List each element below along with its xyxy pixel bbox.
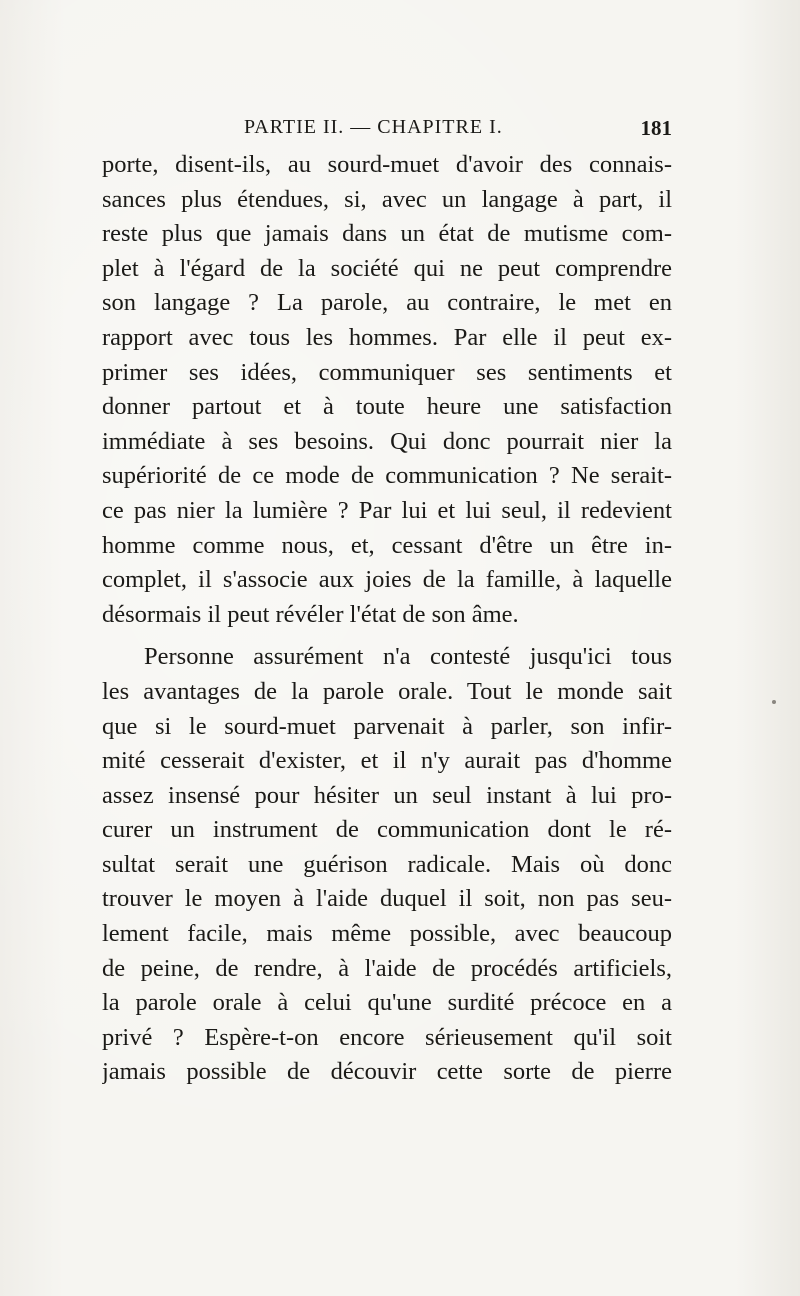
text-line: immédiate à ses besoins. Qui donc pourrait nier la	[102, 427, 672, 455]
text-line: porte, disent-ils, au sourd-muet d'avoir des connais-	[102, 151, 672, 178]
paper-speck	[772, 700, 776, 704]
paragraph-2	[102, 640, 672, 1090]
text-line: complet, il s'associe aux joies de la famille, à laquelle	[102, 566, 672, 594]
text-line: que si le sourd-muet parvenait à parler, son infir-	[102, 712, 672, 740]
running-head: PARTIE II. — CHAPITRE I.	[244, 116, 503, 138]
text-line: privé ? Espère-t-on encore sérieusement qu'il soit	[102, 1023, 672, 1051]
body-text	[102, 148, 672, 1090]
text-line: la parole orale à celui qu'une surdité précoce en a	[102, 989, 672, 1017]
text-line: donner partout et à toute heure une satisfaction	[102, 393, 672, 421]
text-line: jamais possible de découvir cette sorte de pierre	[102, 1058, 672, 1086]
text-line: homme comme nous, et, cessant d'être un être in-	[102, 531, 672, 559]
text-line: Personne assurément n'a contesté jusqu'ici tous	[144, 643, 672, 671]
text-line: reste plus que jamais dans un état de mutisme com-	[102, 220, 672, 248]
text-line: ce pas nier la lumière ? Par lui et lui seul, il redevient	[102, 496, 672, 524]
text-line: plet à l'égard de la société qui ne peut comprendre	[102, 254, 672, 282]
text-line: les avantages de la parole orale. Tout le monde sait	[102, 677, 672, 705]
text-line: supériorité de ce mode de communication ? Ne serait-	[102, 462, 672, 490]
page-header	[102, 116, 672, 144]
paragraph-1	[102, 148, 672, 632]
text-line: curer un instrument de communication dont le ré-	[102, 816, 672, 844]
paragraph-gap	[102, 632, 672, 640]
text-line: désormais il peut révéler l'état de son âme.	[102, 600, 519, 628]
text-line: son langage ? La parole, au contraire, le met en	[102, 289, 672, 317]
text-line: rapport avec tous les hommes. Par elle il peut ex-	[102, 323, 672, 351]
page-number: 181	[640, 116, 672, 140]
text-line: mité cesserait d'exister, et il n'y aurait pas d'homme	[102, 747, 672, 775]
text-line: trouver le moyen à l'aide duquel il soit, non pas seu-	[102, 885, 672, 913]
text-line: de peine, de rendre, à l'aide de procédés artificiels,	[102, 954, 672, 982]
text-line: lement facile, mais même possible, avec beaucoup	[102, 920, 672, 948]
text-line: sultat serait une guérison radicale. Mais où donc	[102, 850, 672, 878]
text-line: assez insensé pour hésiter un seul instant à lui pro-	[102, 781, 672, 809]
text-line: primer ses idées, communiquer ses sentiments et	[102, 358, 672, 386]
text-line: sances plus étendues, si, avec un langage à part, il	[102, 185, 672, 213]
